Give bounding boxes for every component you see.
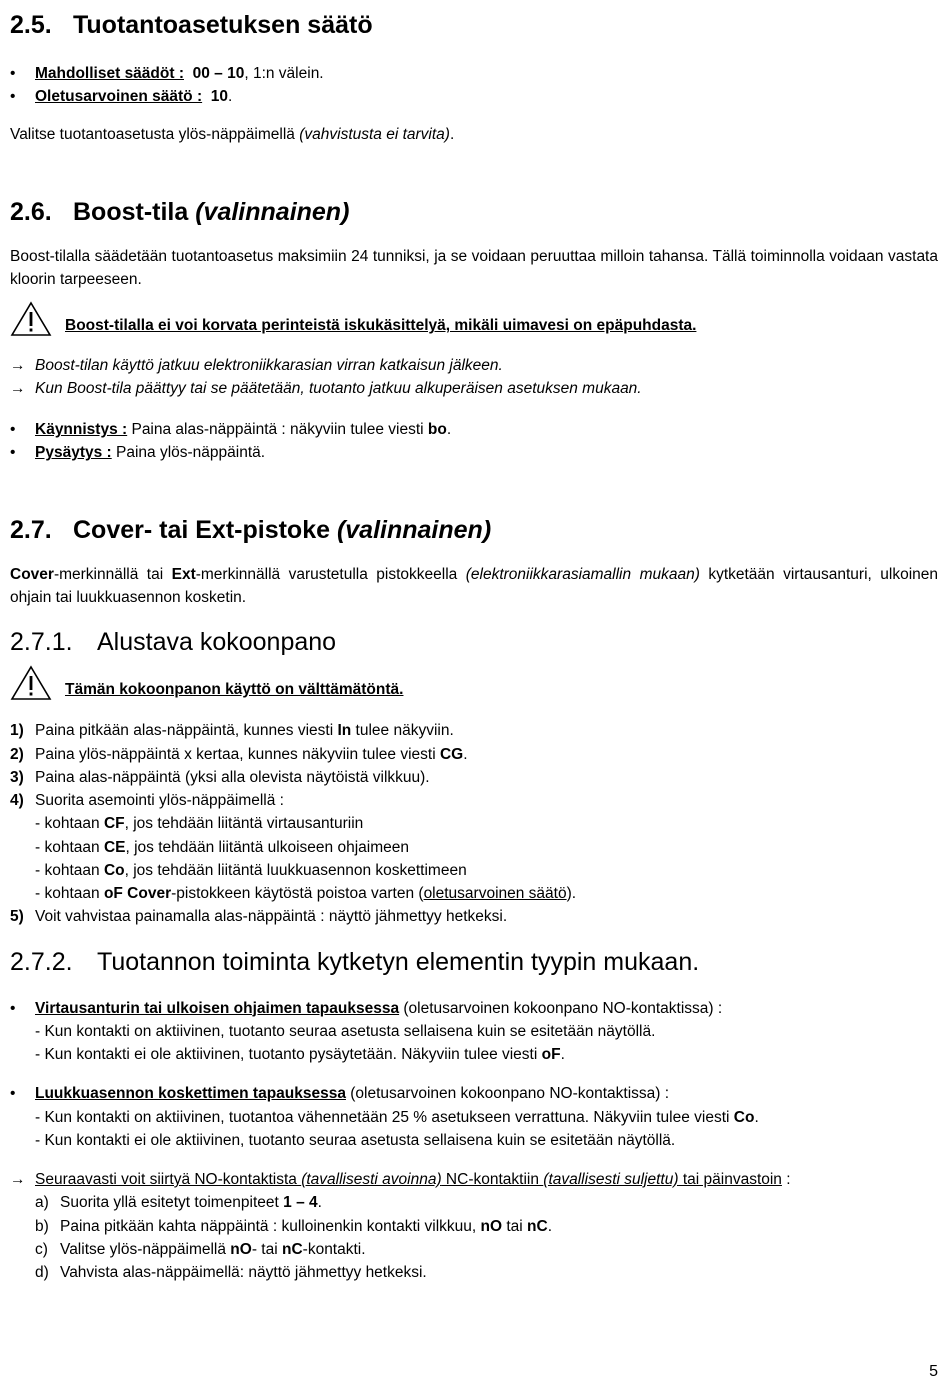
contact-steps (10, 1191, 938, 1284)
arrow-note: → Seuraavasti voit siirtyä NO-kontaktista (tavallisesti avoinna) NC-kontaktiin (tavallisesti suljettu) tai päinvastoin : (10, 1168, 938, 1191)
section-number: 2.7. (10, 515, 52, 544)
section-number: 2.6. (10, 197, 52, 226)
sub-list (10, 1020, 938, 1067)
section-2-7-2-heading (10, 947, 938, 977)
behavior-list (10, 997, 938, 1020)
step-item: a) Suorita yllä esitetyt toimenpiteet 1 – 4. (35, 1194, 322, 1212)
arrow-note: → Boost-tilan käyttö jatkuu elektroniikkarasian virran katkaisun jälkeen. (10, 354, 938, 377)
list-item: • Mahdolliset säädöt : 00 – 10, 1:n välein. (10, 62, 938, 85)
section-2-7-1-heading (10, 627, 938, 657)
list-item: • Pysäytys : Paina ylös-näppäintä. (10, 441, 938, 464)
sub-item: - kohtaan Co, jos tehdään liitäntä luukkuasennon koskettimeen (35, 859, 938, 882)
warning-note (10, 301, 938, 337)
step-item: 2) Paina ylös-näppäintä x kertaa, kunnes näkyviin tulee viesti CG. (10, 745, 468, 763)
list-item: • Käynnistys : Paina alas-näppäintä : näkyviin tulee viesti bo. (10, 418, 938, 441)
sub-item: - kohtaan CF, jos tehdään liitäntä virtausanturiin (35, 812, 938, 835)
paragraph: Cover-merkinnällä tai Ext-merkinnällä varustetulla pistokkeella (elektroniikkarasiamallin mukaan) kytketään virtausanturi, ulkoinen ohjain tai luukkuasennon kosketin. (10, 565, 939, 606)
sub-list (10, 1106, 938, 1153)
step-item: 4) Suorita asemointi ylös-näppäimellä : (10, 792, 284, 809)
sub-item: - kohtaan oF Cover-pistokkeen käytöstä poistoa varten (oletusarvoinen säätö). (35, 882, 938, 905)
sub-item: - Kun kontakti ei ole aktiivinen, tuotanto seuraa asetusta sellaisena kuin se esitetään näytöllä. (35, 1129, 938, 1152)
section-number: 2.5. (10, 11, 52, 39)
list-item: • Virtausanturin tai ulkoisen ohjaimen tapauksessa (oletusarvoinen kokoonpano NO-kontaktissa) : (10, 997, 938, 1020)
step-item: 3) Paina alas-näppäintä (yksi alla olevista näytöistä vilkkuu). (10, 768, 430, 786)
arrow-icon: → (10, 1171, 26, 1188)
document-page (10, 0, 938, 1284)
setup-steps (10, 719, 938, 928)
section-title: Tuotannon toiminta kytketyn elementin tyypin mukaan. (97, 947, 700, 976)
step-item: 5) Voit vahvistaa painamalla alas-näppäintä : näyttö jähmettyy hetkeksi. (10, 908, 508, 926)
list-item: • Oletusarvoinen säätö : 10. (10, 85, 938, 108)
paragraph: Valitse tuotantoasetusta ylös-näppäimellä (vahvistusta ei tarvita). (10, 125, 455, 143)
section-title: Cover- tai Ext-pistoke (valinnainen) (73, 515, 492, 544)
sub-item: - Kun kontakti on aktiivinen, tuotantoa vähennetään 25 % asetukseen verrattuna. Näkyviin tulee viesti Co. (35, 1106, 938, 1129)
arrow-note: → Kun Boost-tila päättyy tai se päätetään, tuotanto jatkuu alkuperäisen asetuksen mukaan. (10, 377, 938, 400)
behavior-list (10, 1082, 938, 1105)
arrow-icon: → (10, 379, 26, 397)
step-sublist (10, 812, 938, 905)
warning-triangle-icon (10, 665, 52, 701)
step-item: d) Vahvista alas-näppäimellä: näyttö jähmettyy hetkeksi. (35, 1264, 427, 1281)
settings-list (10, 62, 938, 109)
section-title: Tuotantoasetuksen säätö (73, 11, 373, 39)
section-2-6-heading (10, 197, 938, 227)
sub-item: - kohtaan CE, jos tehdään liitäntä ulkoiseen ohjaimeen (35, 836, 938, 859)
sub-item: - Kun kontakti ei ole aktiivinen, tuotanto pysäytetään. Näkyviin tulee viesti oF. (35, 1043, 938, 1066)
step-item: c) Valitse ylös-näppäimellä nO- tai nC-kontakti. (35, 1240, 366, 1258)
warning-triangle-icon (10, 301, 52, 337)
page-number: 5 (929, 1363, 938, 1380)
arrow-icon: → (10, 356, 26, 374)
note-group (10, 354, 938, 401)
section-number: 2.7.2. (10, 947, 73, 976)
warning-note (10, 665, 938, 701)
section-2-7-heading (10, 515, 938, 545)
step-item: 1) Paina pitkään alas-näppäintä, kunnes viesti In tulee näkyviin. (10, 722, 454, 740)
warning-text: Tämän kokoonpanon käyttö on välttämätöntä. (65, 681, 404, 698)
step-item: b) Paina pitkään kahta näppäintä : kulloinenkin kontakti vilkkuu, nO tai nC. (35, 1217, 552, 1235)
sub-item: - Kun kontakti on aktiivinen, tuotanto seuraa asetusta sellaisena kuin se esitetään näytöllä. (35, 1020, 938, 1043)
list-item: • Luukkuasennon koskettimen tapauksessa (oletusarvoinen kokoonpano NO-kontaktissa) : (10, 1082, 938, 1105)
warning-text: Boost-tilalla ei voi korvata perinteistä iskukäsittelyä, mikäli uimavesi on epäpuhdasta. (65, 317, 697, 335)
section-title: Alustava kokoonpano (97, 628, 337, 656)
boost-controls-list (10, 418, 938, 465)
paragraph: Boost-tilalla säädetään tuotantoasetus maksimiin 24 tunniksi, ja se voidaan peruuttaa milloin tahansa. Tällä toiminnolla voidaan vastata kloorin tarpeeseen. (10, 247, 938, 288)
section-2-5-heading (10, 10, 938, 40)
section-number: 2.7.1. (10, 628, 73, 656)
section-title: Boost-tila (valinnainen) (73, 197, 350, 226)
